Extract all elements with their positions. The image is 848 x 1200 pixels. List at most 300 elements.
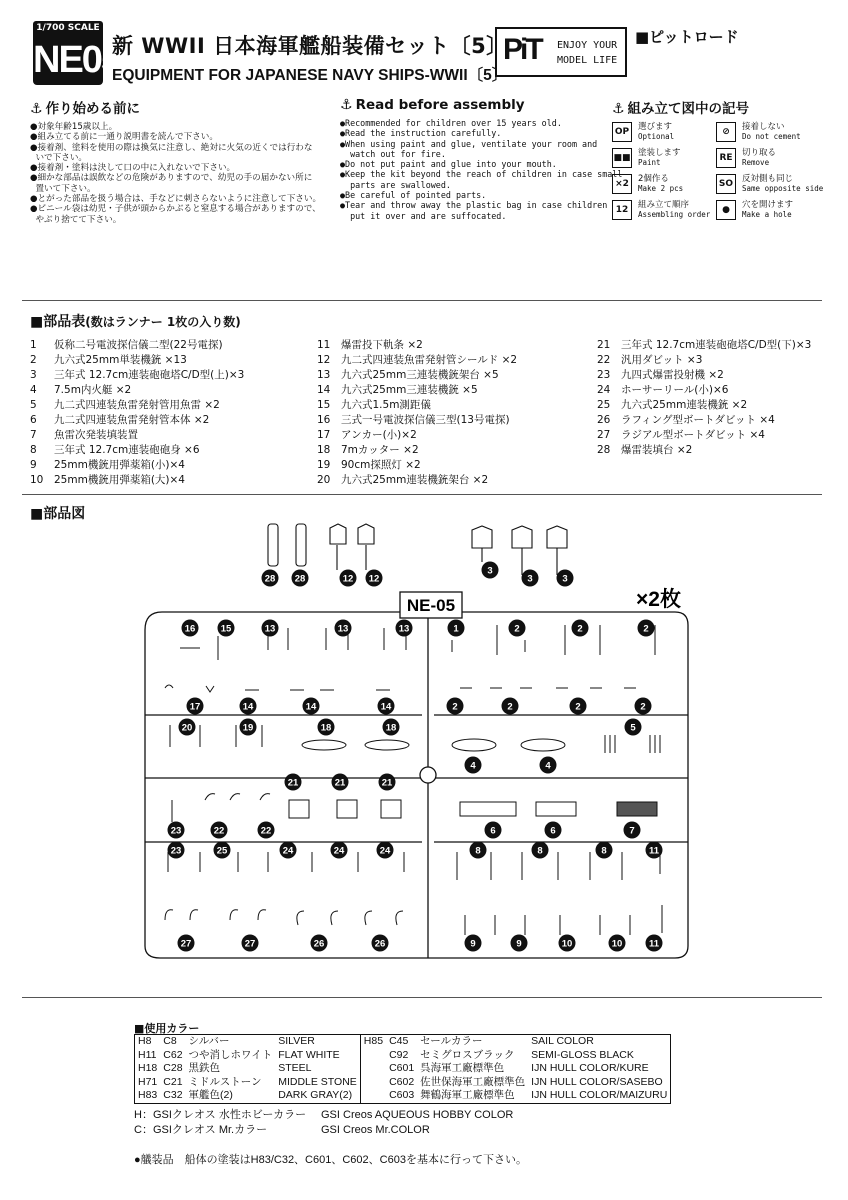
part-callout-2 (502, 698, 519, 715)
symbol-en: Optional (638, 132, 675, 141)
brand-name: ■ピットロード (635, 28, 739, 46)
paint-row (135, 1035, 360, 1049)
paint-c-code: C45 (389, 1035, 409, 1047)
part-callout-2 (570, 698, 587, 715)
part-number: 7 (30, 429, 37, 441)
svg-text:26: 26 (313, 938, 325, 950)
before-jp-section (30, 97, 321, 225)
svg-text:11: 11 (648, 938, 660, 950)
svg-text:14: 14 (380, 701, 392, 713)
note-line: watch out for fire. (340, 148, 446, 159)
parts-row (597, 428, 811, 443)
svg-text:2: 2 (452, 701, 458, 713)
svg-text:21: 21 (334, 777, 346, 789)
parts-row (317, 338, 517, 353)
part-callout-22 (211, 822, 228, 839)
note-line: ●When using paint and glue, ventilate your room and (340, 138, 598, 149)
part-callout-27 (242, 935, 259, 952)
paint-name-en: IJN HULL COLOR/MAIZURU (531, 1089, 668, 1101)
symbol-icon: OP (612, 122, 632, 142)
pitroad-logo (495, 27, 627, 77)
divider (22, 300, 822, 301)
svg-text:27: 27 (180, 938, 192, 950)
symbol-icon: 12 (612, 200, 632, 220)
paint-h-code: H8 (138, 1035, 152, 1047)
part-number: 4 (30, 384, 37, 396)
svg-text:13: 13 (398, 623, 410, 635)
paint-name-en: STEEL (278, 1062, 312, 1074)
paint-row (361, 1089, 671, 1103)
paint-name-jp: つや消しホワイト (188, 1048, 273, 1061)
part-callout-3 (482, 562, 499, 579)
symbol-item (612, 174, 716, 194)
part-callout-8 (532, 842, 549, 859)
parts-row (317, 398, 517, 413)
svg-text:13: 13 (264, 623, 276, 635)
symbol-text (742, 174, 823, 194)
paint-h-code: H71 (138, 1075, 158, 1088)
paint-name-jp: 呉海軍工廠標準色 (420, 1062, 505, 1074)
svg-text:17: 17 (189, 701, 201, 713)
part-number: 24 (597, 384, 611, 396)
note-line: ●ビニール袋は幼児・子供が頭からかぶると窒息する場合がありますので、 (30, 204, 321, 215)
part-callout-10 (609, 935, 626, 952)
svg-text:2: 2 (643, 623, 649, 635)
part-name: 三年式 12.7cm連装砲砲塔C/D型(上)×3 (54, 369, 245, 381)
symbol-en: Do not cement (742, 132, 801, 141)
svg-text:16: 16 (184, 623, 196, 635)
runner-multiplier: ×2枚 (636, 588, 681, 611)
svg-text:10: 10 (611, 938, 623, 950)
paint-h-code (361, 1062, 386, 1076)
svg-text:18: 18 (320, 722, 332, 734)
part-number: 20 (317, 474, 331, 486)
parts-row (30, 443, 244, 458)
svg-text:15: 15 (220, 623, 232, 635)
runner-label: NE-05 (406, 596, 456, 615)
part-callout-9 (511, 935, 528, 952)
paint-h-code: H18 (138, 1062, 158, 1074)
part-callout-18 (318, 719, 335, 736)
part-number: 28 (597, 444, 611, 456)
parts-row (30, 428, 244, 443)
symbol-jp: 接着しない (742, 122, 785, 132)
part-callout-22 (258, 822, 275, 839)
part-callout-24 (331, 842, 348, 859)
paint-row (135, 1062, 360, 1076)
note-c-jp: C：GSIクレオス Mr.カラー (134, 1124, 268, 1136)
parts-row (597, 413, 811, 428)
symbol-jp: 選びます (638, 122, 673, 132)
part-callout-2 (572, 620, 589, 637)
parts-row (317, 473, 517, 488)
parts-row (597, 383, 811, 398)
paint-h-code (361, 1089, 386, 1103)
paint-h-code: H83 (138, 1089, 158, 1101)
part-number: 27 (597, 429, 611, 441)
part-callout-14 (303, 698, 320, 715)
anchor-icon: ⚓ (612, 101, 625, 117)
scale-badge: 1/700 SCALE (33, 21, 103, 35)
part-name: 九二式四連装魚雷発射管本体 ×2 (54, 414, 210, 426)
logo-line-2: MODEL LIFE (557, 55, 618, 66)
svg-text:27: 27 (244, 938, 256, 950)
product-code-badge: NE05 (33, 35, 103, 85)
parts-row (597, 353, 811, 368)
svg-text:21: 21 (287, 777, 299, 789)
svg-text:11: 11 (648, 845, 660, 857)
svg-text:1: 1 (453, 623, 459, 635)
part-number: 22 (597, 354, 611, 366)
part-number: 16 (317, 414, 331, 426)
part-name: 7.5m内火艇 ×2 (54, 384, 132, 396)
part-number: 6 (30, 414, 37, 426)
part-number: 21 (597, 339, 611, 351)
before-jp-heading: 作り始める前に (45, 101, 141, 117)
logo-line-1: ENJOY YOUR (557, 40, 618, 51)
svg-text:6: 6 (490, 825, 496, 837)
parts-row (30, 458, 244, 473)
part-name: 九六式1.5m測距儀 (341, 399, 431, 411)
part-name: アンカー(小)×2 (341, 429, 417, 441)
part-callout-6 (485, 822, 502, 839)
part-callout-12 (366, 570, 383, 587)
part-callout-12 (340, 570, 357, 587)
svg-text:2: 2 (514, 623, 520, 635)
note-line: ●対象年齢15歳以上。 (30, 122, 118, 132)
symbol-en: Make a hole (742, 210, 792, 219)
note-line: ●組み立てる前に一通り説明書を読んで下さい。 (30, 132, 218, 143)
note-line: ●Be careful of pointed parts. (340, 190, 487, 201)
part-callout-4 (540, 757, 557, 774)
parts-row (30, 413, 244, 428)
paint-name-jp: セミグロスブラック (420, 1048, 515, 1061)
symbol-jp: 切り取る (742, 148, 777, 158)
part-number: 9 (30, 459, 37, 471)
svg-text:13: 13 (337, 623, 349, 635)
paints-table (134, 1034, 671, 1104)
paint-name-jp: セールカラー (420, 1035, 483, 1047)
symbol-icon: ×2 (612, 174, 632, 194)
part-name: 九六式25mm単装機銃 ×13 (54, 354, 187, 366)
symbol-en: Assembling order (638, 210, 711, 219)
symbol-text (742, 122, 801, 142)
note-h-en: GSI Creos AQUEOUS HOBBY COLOR (321, 1109, 514, 1121)
svg-text:18: 18 (385, 722, 397, 734)
paint-name-jp: ミドルストーン (188, 1075, 262, 1088)
diagram-heading: ■部品図 (30, 506, 86, 522)
part-callout-23 (168, 822, 185, 839)
divider (22, 494, 822, 495)
paint-name-jp: 軍艦色(2) (188, 1089, 233, 1101)
svg-text:24: 24 (333, 845, 345, 857)
svg-text:2: 2 (507, 701, 513, 713)
part-callout-8 (470, 842, 487, 859)
part-callout-21 (332, 774, 349, 791)
title-japanese: 新 WWII 日本海軍艦船装備セット〔5〕 (112, 34, 508, 58)
symbol-jp: 塗装します (638, 148, 681, 158)
paint-c-code: C32 (163, 1089, 183, 1101)
part-number: 8 (30, 444, 37, 456)
paint-c-code: C601 (389, 1062, 415, 1074)
part-number: 13 (317, 369, 331, 381)
parts-row (597, 398, 811, 413)
part-callout-1 (448, 620, 465, 637)
part-name: ホーサーリール(小)×6 (621, 384, 729, 396)
part-callout-14 (240, 698, 257, 715)
symbol-icon: ⊘ (716, 122, 736, 142)
part-callout-21 (285, 774, 302, 791)
part-number: 5 (30, 399, 37, 411)
symbol-icon: RE (716, 148, 736, 168)
symbol-text (742, 200, 793, 220)
part-callout-8 (596, 842, 613, 859)
symbol-jp: 反対側も同じ (742, 174, 794, 184)
part-name: 魚雷次発装填装置 (54, 429, 138, 441)
symbol-en: Make 2 pcs (638, 184, 684, 193)
part-callout-27 (178, 935, 195, 952)
part-callout-23 (168, 842, 185, 859)
svg-text:21: 21 (381, 777, 393, 789)
paint-name-en: SAIL COLOR (531, 1035, 594, 1047)
part-name: 25mm機銃用弾薬箱(大)×4 (54, 474, 185, 486)
part-callout-13 (262, 620, 279, 637)
parts-heading-title: ■部品表 (30, 314, 86, 330)
symbol-text (638, 174, 683, 194)
part-callout-5 (625, 719, 642, 736)
svg-text:7: 7 (629, 825, 635, 837)
symbols-heading: 組み立て図中の記号 (627, 101, 750, 117)
divider (22, 997, 822, 998)
parts-row (30, 398, 244, 413)
paint-row (361, 1062, 671, 1076)
part-number-callouts (168, 562, 663, 952)
symbol-icon: SO (716, 174, 736, 194)
paint-row (361, 1076, 671, 1090)
paint-c-code: C8 (163, 1035, 177, 1047)
svg-text:2: 2 (640, 701, 646, 713)
symbol-en: Paint (638, 158, 661, 167)
svg-text:28: 28 (264, 573, 276, 585)
part-number: 3 (30, 369, 37, 381)
part-callout-26 (311, 935, 328, 952)
part-name: 九六式25mm連装機銃 ×2 (621, 399, 748, 411)
part-name: ラジアル型ボートダビット ×4 (621, 429, 765, 441)
parts-row (597, 338, 811, 353)
paint-c-code: C602 (389, 1075, 415, 1088)
svg-text:4: 4 (545, 760, 551, 772)
part-callout-26 (372, 935, 389, 952)
part-callout-20 (179, 719, 196, 736)
paint-name-en: SILVER (278, 1035, 315, 1047)
svg-text:28: 28 (294, 573, 306, 585)
part-callout-7 (624, 822, 641, 839)
paint-name-en: FLAT WHITE (278, 1048, 340, 1061)
paint-name-en: IJN HULL COLOR/SASEBO (531, 1075, 663, 1088)
svg-text:19: 19 (242, 722, 254, 734)
svg-text:4: 4 (470, 760, 476, 772)
part-name: 九六式25mm三連装機銃架台 ×5 (341, 369, 499, 381)
part-callout-3 (522, 570, 539, 587)
part-callout-2 (509, 620, 526, 637)
svg-text:25: 25 (216, 845, 228, 857)
paint-name-en: IJN HULL COLOR/KURE (531, 1062, 649, 1074)
part-callout-6 (545, 822, 562, 839)
paints-heading: ■使用カラー (134, 1022, 200, 1035)
part-number: 26 (597, 414, 611, 426)
note-line: ●接着剤、塗料を使用の際は換気に注意し、絶対に火気の近くでは行わな (30, 142, 313, 153)
parts-list-column-3 (597, 338, 811, 458)
part-callout-10 (559, 935, 576, 952)
svg-text:24: 24 (282, 845, 294, 857)
part-name: 九二式四連装魚雷発射管用魚雷 ×2 (54, 399, 220, 411)
note-line: put it over and are suffocated. (340, 210, 507, 221)
paint-name-jp: 佐世保海軍工廠標準色 (420, 1075, 526, 1088)
symbol-text (638, 200, 710, 220)
svg-text:8: 8 (537, 845, 543, 857)
symbol-item (612, 148, 716, 168)
note-line: ●Keep the kit beyond the reach of children in case small (340, 169, 623, 180)
svg-text:14: 14 (305, 701, 317, 713)
parts-row (317, 458, 517, 473)
symbol-item (716, 200, 832, 220)
paint-name-en: MIDDLE STONE (278, 1075, 357, 1088)
note-line: ●細かな部品は誤飲などの危険がありますので、幼児の手の届かない所に (30, 173, 313, 184)
part-number: 12 (317, 354, 331, 366)
note-line: ●Recommended for children over 15 years old. (340, 118, 562, 128)
svg-text:8: 8 (601, 845, 607, 857)
part-callout-2 (447, 698, 464, 715)
symbol-jp: 2個作る (638, 174, 669, 184)
paint-row (135, 1089, 360, 1103)
part-callout-16 (182, 620, 199, 637)
part-name: 三年式 12.7cm連装砲砲身 ×6 (54, 444, 200, 456)
part-name: 25mm機銃用弾薬箱(小)×4 (54, 459, 185, 471)
symbol-jp: 組み立て順序 (638, 200, 690, 210)
note-line: やぶり捨てて下さい。 (30, 214, 122, 225)
note-line: ●接着剤・塗料は決して口の中に入れないで下さい。 (30, 163, 236, 174)
before-en-section (340, 97, 622, 221)
logo-mark: PiT (503, 33, 541, 66)
parts-row (317, 428, 517, 443)
part-callout-24 (377, 842, 394, 859)
svg-text:12: 12 (342, 573, 354, 585)
svg-text:24: 24 (379, 845, 391, 857)
symbol-item (612, 200, 716, 220)
part-callout-4 (465, 757, 482, 774)
part-number: 18 (317, 444, 331, 456)
part-callout-14 (378, 698, 395, 715)
part-name: ラフィング型ボートダビット ×4 (621, 414, 775, 426)
part-callout-11 (646, 842, 663, 859)
note-line: ●Read the instruction carefully. (340, 128, 502, 139)
paint-name-en: SEMI-GLOSS BLACK (531, 1048, 634, 1061)
svg-text:3: 3 (527, 573, 533, 585)
note-line: ●とがった部品を扱う場合は、手などに刺さらないように注意して下さい。 (30, 194, 322, 205)
sprue-frame (145, 612, 688, 958)
parts-heading (30, 311, 241, 331)
paint-name-en: DARK GRAY(2) (278, 1089, 353, 1101)
parts-list-column-2 (317, 338, 517, 488)
parts-row (317, 443, 517, 458)
symbol-icon: ● (716, 200, 736, 220)
part-callout-21 (379, 774, 396, 791)
svg-text:23: 23 (170, 845, 182, 857)
symbol-text (742, 148, 776, 168)
part-number: 14 (317, 384, 331, 396)
part-name: 九二式四連装魚雷発射管シールド ×2 (341, 354, 518, 366)
part-name: 90cm探照灯 ×2 (341, 459, 421, 471)
part-callout-25 (214, 842, 231, 859)
part-name: 九六式25mm連装機銃架台 ×2 (341, 474, 489, 486)
svg-text:10: 10 (561, 938, 573, 950)
part-number: 17 (317, 429, 331, 441)
part-callout-19 (240, 719, 257, 736)
part-name: 爆雷装填台 ×2 (621, 444, 693, 456)
paint-name-jp: シルバー (188, 1035, 230, 1047)
anchor-icon: ⚓ (340, 97, 353, 113)
paint-c-code: C21 (163, 1075, 183, 1088)
part-callout-3 (557, 570, 574, 587)
svg-text:2: 2 (575, 701, 581, 713)
part-callout-28 (262, 570, 279, 587)
part-callout-15 (218, 620, 235, 637)
part-callout-11 (646, 935, 663, 952)
symbol-text (638, 122, 674, 142)
paint-c-code: C62 (163, 1048, 183, 1061)
symbols-section (612, 97, 832, 220)
parts-row (317, 368, 517, 383)
part-callout-24 (280, 842, 297, 859)
paint-name-jp: 黒鉄色 (188, 1062, 221, 1074)
parts-row (30, 473, 244, 488)
before-en-heading: Read before assembly (355, 97, 525, 113)
part-number: 15 (317, 399, 331, 411)
svg-text:8: 8 (475, 845, 481, 857)
parts-row (597, 368, 811, 383)
note-c-en: GSI Creos Mr.COLOR (321, 1124, 430, 1136)
svg-text:2: 2 (577, 623, 583, 635)
paints-notes (134, 1108, 513, 1138)
paint-c-code: C92 (389, 1048, 409, 1061)
part-name: 三年式 12.7cm連装砲砲塔C/D型(下)×3 (621, 339, 812, 351)
paint-row (361, 1035, 671, 1049)
svg-text:6: 6 (550, 825, 556, 837)
paint-row (135, 1049, 360, 1063)
parts-row (597, 443, 811, 458)
title-english: EQUIPMENT FOR JAPANESE NAVY SHIPS-WWII〔5〕 (112, 67, 508, 84)
paints-table-right (361, 1035, 671, 1103)
svg-text:20: 20 (181, 722, 193, 734)
part-callout-13 (396, 620, 413, 637)
parts-row (317, 353, 517, 368)
part-callout-2 (635, 698, 652, 715)
paint-row (135, 1076, 360, 1090)
parts-row (30, 353, 244, 368)
paint-h-code (361, 1049, 386, 1063)
symbol-jp: 穴を開けます (742, 200, 794, 210)
part-number: 11 (317, 339, 331, 351)
part-callout-28 (292, 570, 309, 587)
part-callout-18 (383, 719, 400, 736)
svg-text:22: 22 (260, 825, 272, 837)
svg-text:9: 9 (516, 938, 522, 950)
symbol-text (638, 148, 681, 168)
symbol-en: Same opposite side (742, 184, 824, 193)
svg-text:14: 14 (242, 701, 254, 713)
part-number: 19 (317, 459, 331, 471)
svg-text:3: 3 (562, 573, 568, 585)
